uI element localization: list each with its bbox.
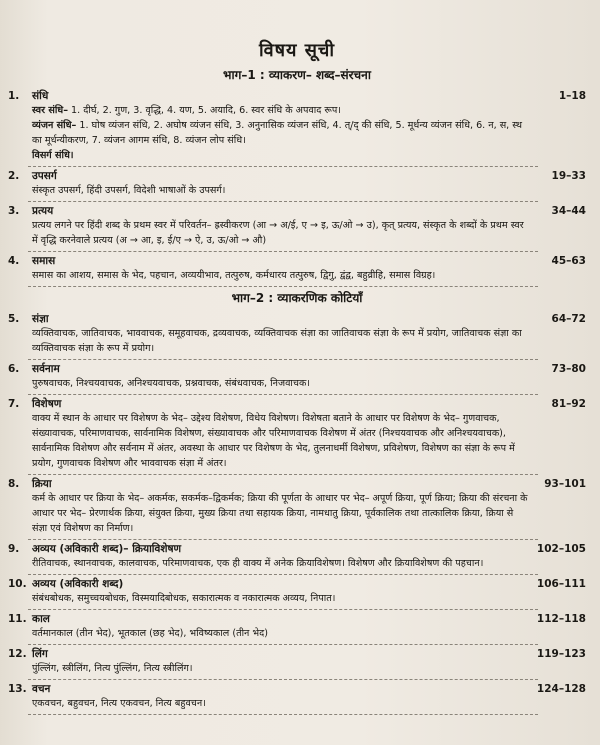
entry-number: 2.: [8, 170, 20, 182]
entry-pages: 124–128: [536, 683, 586, 695]
entry-pages: 102–105: [536, 543, 586, 555]
entry-divider: [28, 679, 538, 680]
entry-topics: [32, 183, 530, 198]
entry-divider: [28, 394, 538, 395]
entry-number: 9.: [8, 543, 20, 555]
topic-text: व्यक्तिवाचक, जातिवाचक, भाववाचक, समूहवाचक, द्रव्यवाचक, व्यक्तिवाचक संज्ञा का जातिवाचक संज्ञा के रूप में प्रयोग, जातिवाचक संज्ञा का व्यक्तिवाचक संज्ञा के रूप में प्रयोग।: [32, 328, 522, 354]
topic-text: वाक्य में स्थान के आधार पर विशेषण के भेद– उद्देश्य विशेषण, विधेय विशेषण। विशेषता बताने के आधार पर विशेषण के भेद– गुणवाचक, संख्यावाचक, परिमाणवाचक, सार्वनामिक विशेषण, संख्यावाचक और परिमाणवाचक विशेषण में अंतर (निश्चयवाचक और अनिश्चयवाचक), सार्वनामिक विशेषण और सर्वनाम में अंतर, अवस्था के आधार पर विशेषण के भेद, तुलनाधर्मी विशेषण, प्रविशेषण, विशेषण का संज्ञा के रूप में प्रयोग, गुणवाचक विशेषण और भाववाचक संज्ञा में अंतर।: [32, 413, 515, 469]
toc-entry[interactable]: [8, 204, 586, 248]
topic-line: [32, 183, 530, 198]
entry-topics: [32, 491, 530, 536]
part-2-heading: भाग–2 : व्याकरणिक कोटियाँ: [231, 291, 363, 305]
entry-divider: [28, 644, 538, 645]
entry-heading: [8, 312, 586, 326]
entry-name: वचन: [32, 683, 51, 695]
entry-topics: [32, 326, 530, 356]
topic-text: रीतिवाचक, स्थानवाचक, कालवाचक, परिमाणवाचक, एक ही वाक्य में अनेक क्रियाविशेषण। विशेषण और क्रियाविशेषण की पहचान।: [32, 558, 484, 569]
entry-number: 10.: [8, 578, 27, 590]
topic-text: 1. दीर्घ, 2. गुण, 3. वृद्धि, 4. यण, 5. अयादि, 6. स्वर संधि के अपवाद रूप।: [68, 105, 341, 116]
entry-name: समास: [32, 255, 56, 267]
entry-topics: [32, 376, 530, 391]
entry-number: 8.: [8, 478, 20, 490]
toc-entry[interactable]: [8, 362, 586, 391]
entry-pages: 45–63: [551, 255, 586, 267]
entry-heading: [8, 204, 586, 218]
topic-text: 1. घोष व्यंजन संधि, 2. अघोष व्यंजन संधि, 3. अनुनासिक व्यंजन संधि, 4. त्/द् की संधि, 5. मूर्धन्य व्यंजन संधि, 6. न, स, स्थ का मूर्धन्यीकरण, 7. व्यंजन आगम संधि, 8. व्यंजन लोप संधि।: [32, 120, 522, 146]
entry-name: क्रिया: [32, 478, 52, 490]
entry-topics: [32, 411, 530, 471]
entry-heading: [8, 682, 586, 696]
entry-heading: [8, 542, 586, 556]
entry-name: प्रत्यय: [32, 205, 54, 217]
entry-heading: [8, 477, 586, 491]
entry-pages: 81–92: [551, 398, 586, 410]
entry-pages: 64–72: [551, 313, 586, 325]
entry-number: 13.: [8, 683, 27, 695]
entry-name: अव्यय (अविकारी शब्द)– क्रियाविशेषण: [32, 543, 182, 555]
entry-pages: 19–33: [551, 170, 586, 182]
topic-line: [32, 411, 530, 471]
entry-divider: [28, 474, 538, 475]
topic-line: [32, 491, 530, 536]
topic-label: व्यंजन संधि–: [32, 120, 77, 131]
entry-pages: 1–18: [558, 90, 586, 102]
topic-line: [32, 376, 530, 391]
entry-heading: [8, 362, 586, 376]
entry-topics: [32, 103, 530, 163]
entry-pages: 93–101: [544, 478, 586, 490]
topic-label: स्वर संधि–: [32, 105, 68, 116]
entry-number: 6.: [8, 363, 20, 375]
entry-divider: [28, 201, 538, 202]
entry-pages: 73–80: [551, 363, 586, 375]
toc-entry[interactable]: [8, 477, 586, 536]
entry-heading: [8, 647, 586, 661]
topic-text: एकवचन, बहुवचन, नित्य एकवचन, नित्य बहुवचन।: [32, 698, 206, 709]
topic-line: [32, 556, 530, 571]
entry-heading: [8, 577, 586, 591]
toc-entry[interactable]: [8, 312, 586, 356]
toc-entry[interactable]: [8, 647, 586, 676]
topic-label: विसर्ग संधि।: [32, 150, 74, 161]
entry-name: काल: [32, 613, 50, 625]
entry-heading: [8, 169, 586, 183]
topic-line: [32, 118, 530, 148]
entry-number: 11.: [8, 613, 27, 625]
topic-line: [32, 268, 530, 283]
entry-topics: [32, 218, 530, 248]
topic-line: [32, 591, 530, 606]
entry-topics: [32, 661, 530, 676]
entry-heading: [8, 612, 586, 626]
topic-text: समास का आशय, समास के भेद, पहचान, अव्ययीभाव, तत्पुरुष, कर्मधारय तत्पुरुष, द्विगु, द्वंद्व, बहुव्रीहि, समास विग्रह।: [32, 270, 436, 281]
entry-name: संज्ञा: [32, 313, 49, 325]
part-1-heading: भाग–1 : व्याकरण– शब्द–संरचना: [223, 68, 371, 82]
entry-name: उपसर्ग: [32, 170, 57, 182]
entry-topics: [32, 268, 530, 283]
topic-line: [32, 626, 530, 641]
page-title: विषय सूची: [258, 40, 336, 61]
entry-number: 1.: [8, 90, 20, 102]
topic-text: पुंल्लिंग, स्त्रीलिंग, नित्य पुंल्लिंग, नित्य स्त्रीलिंग।: [32, 663, 193, 674]
topic-line: [32, 148, 530, 163]
entry-name: लिंग: [32, 648, 48, 660]
entry-heading: [8, 89, 586, 103]
toc-entry[interactable]: [8, 89, 586, 163]
topic-line: [32, 103, 530, 118]
entry-divider: [28, 166, 538, 167]
toc-entry[interactable]: [8, 397, 586, 471]
entry-pages: 34–44: [551, 205, 586, 217]
toc-entry[interactable]: [8, 169, 586, 198]
entry-number: 4.: [8, 255, 20, 267]
part-1-entries: [8, 89, 586, 283]
toc-entry[interactable]: [8, 577, 586, 606]
topic-line: [32, 696, 530, 711]
entry-divider: [28, 609, 538, 610]
entry-divider: [28, 251, 538, 252]
part-2-entries: [8, 312, 586, 711]
entry-number: 7.: [8, 398, 20, 410]
topic-text: कर्म के आधार पर क्रिया के भेद– अकर्मक, सकर्मक–द्विकर्मक; क्रिया की पूर्णता के आधार पर भेद– अपूर्ण क्रिया, पूर्ण क्रिया; क्रिया की संरचना के आधार पर भेद– प्रेरणार्थक क्रिया, संयुक्त क्रिया, मुख्य क्रिया तथा सहायक क्रिया, नामधातु क्रिया, पूर्वकालिक तथा तात्कालिक क्रिया, क्रिया से संज्ञा एवं विशेषण का निर्माण।: [32, 493, 528, 534]
toc-entry[interactable]: [8, 542, 586, 571]
topic-text: प्रत्यय लगने पर हिंदी शब्द के प्रथम स्वर में परिवर्तन– ह्रस्वीकरण (आ → अ/ई, ए → इ, ऊ/ओ → उ), कृत् प्रत्यय, संस्कृत के शब्दों के प्रथम स्वर में वृद्धि करनेवाले प्रत्यय (अ → आ, इ, ई/ए → ऐ, उ, ऊ/ओ → औ): [32, 220, 524, 246]
toc-entry[interactable]: [8, 612, 586, 641]
topic-line: [32, 218, 530, 248]
topic-line: [32, 326, 530, 356]
bleed-through-text: [0, 0, 600, 30]
topic-text: संबंधबोधक, समुच्चयबोधक, विस्मयादिबोधक, सकारात्मक व नकारात्मक अव्यय, निपात।: [32, 593, 336, 604]
entry-topics: [32, 696, 530, 711]
topic-text: पुरुषवाचक, निश्चयवाचक, अनिश्चयवाचक, प्रश्नवाचक, संबंधवाचक, निजवाचक।: [32, 378, 310, 389]
entry-number: 3.: [8, 205, 20, 217]
entry-divider: [28, 574, 538, 575]
entry-heading: [8, 397, 586, 411]
entry-pages: 119–123: [536, 648, 586, 660]
entry-divider: [28, 539, 538, 540]
topic-text: संस्कृत उपसर्ग, हिंदी उपसर्ग, विदेशी भाषाओं के उपसर्ग।: [32, 185, 226, 196]
entry-topics: [32, 591, 530, 606]
entry-divider: [28, 359, 538, 360]
entry-divider: [28, 286, 538, 287]
topic-text: वर्तमानकाल (तीन भेद), भूतकाल (छह भेद), भविष्यकाल (तीन भेद): [32, 628, 269, 639]
entry-number: 5.: [8, 313, 20, 325]
entry-topics: [32, 626, 530, 641]
entry-number: 12.: [8, 648, 27, 660]
entry-divider: [28, 714, 538, 715]
entry-name: अव्यय (अविकारी शब्द): [32, 578, 124, 590]
entry-topics: [32, 556, 530, 571]
entry-pages: 112–118: [536, 613, 586, 625]
toc-entry[interactable]: [8, 682, 586, 711]
topic-line: [32, 661, 530, 676]
toc-entry[interactable]: [8, 254, 586, 283]
entry-pages: 106–111: [536, 578, 586, 590]
entry-name: विशेषण: [32, 398, 62, 410]
entry-name: संधि: [32, 90, 49, 102]
entry-heading: [8, 254, 586, 268]
entry-name: सर्वनाम: [32, 363, 60, 375]
